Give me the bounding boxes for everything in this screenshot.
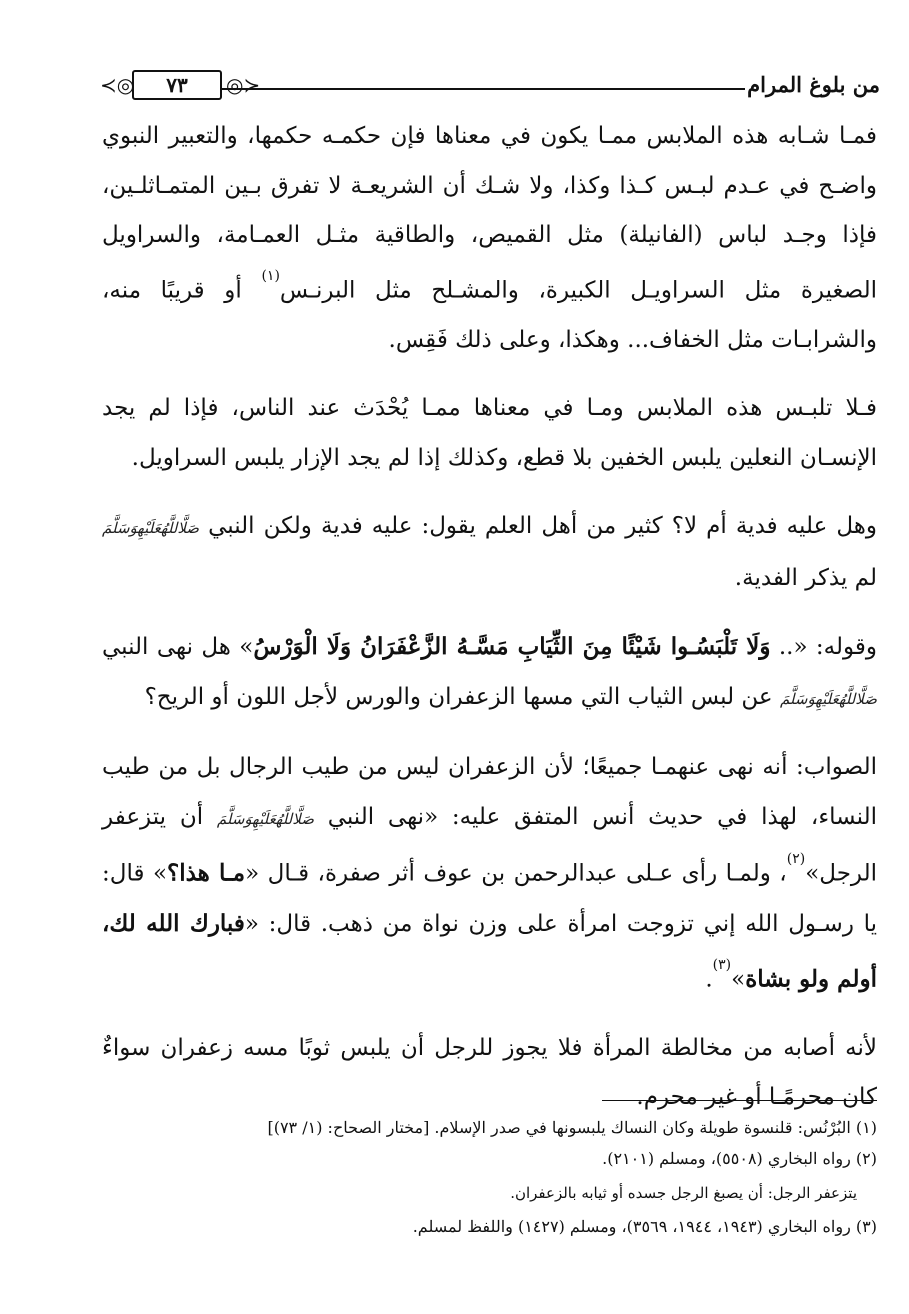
paragraph-1-text: فمـا شـابه هذه الملابس ممـا يكون في معناها فإن حكمـه حكمها، والتعبير النبوي واضـح في عـدم لبـس كـذا وكذا، ولا شـك أن الشريعـة لا تفرق بـين المتمـاثلـين، فإذا وجـد لباس (الفانيلة) مثل القميص، والطاقية مثـل العمـامة، والسراويل الصغيرة مثل السراويـل الكبيرة، والمشـلح مثل البرنـس (102, 123, 877, 304)
paragraph-5-text-b: أن يتزعفر الرجل» (102, 803, 877, 887)
paragraph-1 (102, 112, 877, 365)
page-number: ٧٣ (166, 73, 188, 97)
paragraph-4-text-a: وقوله: «.. (770, 634, 877, 661)
paragraph-5-text-e: » (731, 966, 746, 993)
footnote-2: (٢) رواه البخاري (٥٥٠٨)، ومسلم (٢١٠١). (602, 1149, 877, 1168)
footnotes (97, 1112, 877, 1242)
footnote-ref-3: (٣) (712, 956, 732, 973)
paragraph-6: لأنه أصابه من مخالطة المرأة فلا يجوز للرجل أن يلبس ثوبًا مسه زعفران سواءٌ كان محرمًـا أو غير محرم. (102, 1034, 877, 1111)
page-header (100, 68, 880, 108)
paragraph-1-end: أو قريبًا منه، والشرابـات مثل الخفاف... وهكذا، وعلى ذلك فَقِس. (102, 277, 877, 353)
paragraph-4-text-b: » هل نهى النبي (102, 634, 254, 661)
paragraph-3-text-b: لم يذكر الفدية. (734, 564, 877, 591)
book-title: من بلوغ المرام (747, 72, 880, 97)
paragraph-5 (102, 743, 877, 1005)
quote-what-is-this: مـا هذا؟ (167, 859, 246, 887)
paragraph-4 (102, 622, 877, 724)
header-rule (220, 88, 745, 90)
paragraph-5-text-f: . (705, 966, 713, 993)
page-number-frame (132, 70, 222, 100)
salla-glyph: صَلَّاللَّهُعَلَيْهِوَسَلَّمَ (102, 519, 200, 538)
paragraph-3 (102, 502, 877, 603)
footnote-2-note: يتزعفر الرجل: أن يصبغ الرجل جسده أو ثيابه بالزعفران. (510, 1184, 857, 1202)
footnote-ref-2: (٢) (786, 851, 806, 868)
paragraph-2: فـلا تلبـس هذه الملابس ومـا في معناها ممـا يُحْدَث عند الناس، فإذا لم يجد الإنسـان النعلين يلبس الخفين بلا قطع، وكذلك إذا لم يجد الإزار يلبس السراويل. (102, 395, 877, 471)
footnote-ref-1: (١) (261, 267, 280, 284)
paragraph-5-text-a: الصواب: أنه نهى عنهمـا جميعًا؛ لأن الزعفران ليس من طيب الرجال بل من طيب النساء، لهذا في حديث أنس المتفق عليه: «نهى النبي (102, 754, 877, 830)
hadith-quote: وَلَا تَلْبَسُـوا شَيْئًا مِنَ الثِّيَابِ مَسَّـهُ الزَّعْفَرَانُ وَلَا الْوَرْسُ (253, 633, 771, 661)
footnote-3: (٣) رواه البخاري (١٩٤٣، ١٩٤٤، ٣٥٦٩)، ومسلم (١٤٢٧) واللفظ لمسلم. (412, 1217, 877, 1236)
ornament-left-icon: ≺◎ (100, 73, 135, 97)
quote-blessing: فبارك الله لك، أولم ولو بشاة (102, 910, 877, 993)
paragraph-3-text-a: وهل عليه فدية أم لا؟ كثير من أهل العلم يقول: عليه فدية ولكن النبي (199, 513, 877, 540)
ornament-right-icon: ◎≻ (226, 73, 261, 97)
salla-glyph: صَلَّاللَّهُعَلَيْهِوَسَلَّمَ (216, 809, 314, 828)
main-text (102, 112, 877, 1123)
paragraph-4-text-c: عن لبس الثياب التي مسها الزعفران والورس لأجل اللون أو الريح؟ (144, 683, 780, 710)
footnote-1: (١) البُرْنُس: قلنسوة طويلة وكان النساك يلبسونها في صدر الإسلام. [مختار الصحاح: (١/ ٧٣)] (267, 1118, 877, 1137)
paragraph-5-text-c: ، ولمـا رأى عـلى عبدالرحمن بن عوف أثر صفرة، قـال « (245, 860, 787, 887)
salla-glyph: صَلَّاللَّهُعَلَيْهِوَسَلَّمَ (779, 689, 877, 708)
paragraph-5-text-d: » قال: يا رسـول الله إني تزوجت امرأة على وزن نواة من ذهب. قال: « (102, 860, 877, 938)
footnote-separator (602, 1100, 877, 1101)
